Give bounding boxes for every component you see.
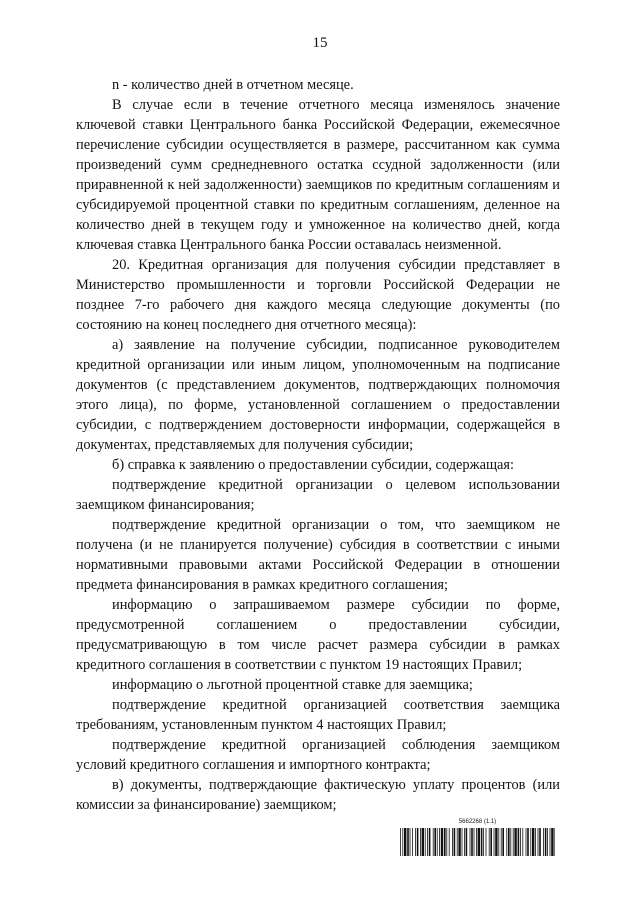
paragraph-preferential-rate: информацию о льготной процентной ставке для заемщика;: [112, 677, 473, 693]
barcode-label: 5662268 (1.1): [458, 819, 497, 825]
paragraph-item-20: 20. Кредитная организация для получения субсидии представляет в Министерство промышленности и торговли Российской Федерации не позднее 7-го рабочего дня каждого месяца следующие документы (по состоянию на конец последнего дня отчетного месяца):: [76, 257, 560, 333]
paragraph-item-b: б) справка к заявлению о предоставлении субсидии, содержащая:: [112, 457, 515, 473]
barcode-icon: [400, 828, 555, 856]
paragraph-n-definition: n - количество дней в отчетном месяце.: [112, 77, 354, 93]
paragraph-subsidy-amount: информацию о запрашиваемом размере субсидии по форме, предусмотренной соглашением о предоставлении субсидии, предусматривающую в том числе расчет размера субсидии в рамках кредитного соглашения в соответствии с пунктом 19 настоящих Правил;: [76, 597, 560, 673]
paragraph-item-a: а) заявление на получение субсидии, подписанное руководителем кредитной организации или иным лицом, уполномоченным на подписание документов (с представлением документов, подтверждающих полномочия этого лица), по форме, установленной соглашением о предоставлении субсидии, с подтверждением достоверности информации, содержащейся в документах, представляемых для получения субсидии;: [76, 337, 560, 453]
page-number: 15: [312, 35, 328, 51]
paragraph-target-use: подтверждение кредитной организации о целевом использовании заемщиком финансирования;: [76, 477, 560, 513]
paragraph-borrower-compliance: подтверждение кредитной организацией соответствия заемщика требованиям, установленным пунктом 4 настоящих Правил;: [76, 697, 560, 733]
paragraph-item-v: в) документы, подтверждающие фактическую уплату процентов (или комиссии за финансирование) заемщиком;: [76, 777, 560, 813]
document-body: [76, 75, 560, 815]
paragraph-no-other-subsidy: подтверждение кредитной организации о том, что заемщиком не получена (и не планируется получение) субсидия в соответствии с иными нормативными правовыми актами Российской Федерации в отношении предмета финансирования в рамках кредитного соглашения;: [76, 517, 560, 593]
barcode-stamp: [400, 818, 555, 858]
paragraph-agreement-compliance: подтверждение кредитной организацией соблюдения заемщиком условий кредитного соглашения и импортного контракта;: [76, 737, 560, 773]
paragraph-key-rate-change: В случае если в течение отчетного месяца изменялось значение ключевой ставки Центрального банка Российской Федерации, ежемесячное перечисление субсидии осуществляется в размере, рассчитанном как сумма произведений сумм среднедневного остатка ссудной задолженности (или приравненной к ней задолженности) заемщиков по кредитным соглашениям и субсидируемой процентной ставки по кредитным соглашениям, деленное на количество дней в текущем году и умноженное на количество дней, когда ключевая ставка Центрального банка России оставалась неизменной.: [76, 97, 560, 253]
